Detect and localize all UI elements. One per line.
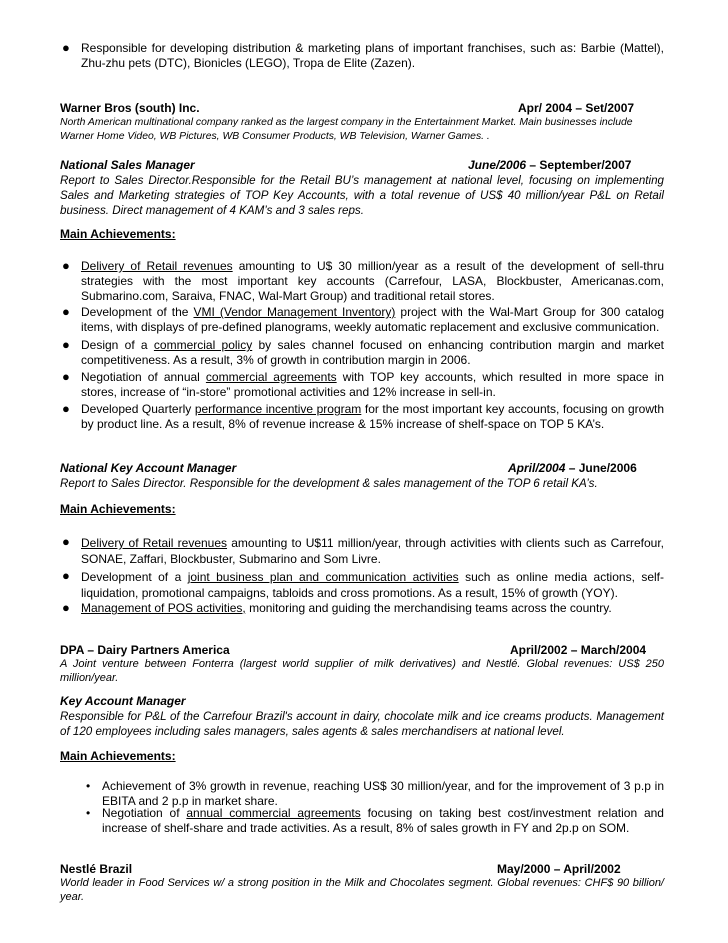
- achievement-pre: Development of the: [81, 305, 194, 319]
- nsm-achievement-5: [81, 402, 664, 432]
- nsm-title-line: [60, 158, 664, 173]
- bullet-icon: ●: [62, 568, 70, 583]
- warner-company-line: [60, 101, 664, 116]
- bullet-icon: ●: [62, 369, 70, 384]
- nsm-period: [468, 158, 631, 173]
- achievement-text: focusing on taking best cost/investment relation and increase of shelf-share and trade activities. As a result, 8% of sales growth in FY and 2p.p on SOM.: [102, 806, 664, 835]
- dpa-company-name: DPA – Dairy Partners America: [60, 643, 230, 657]
- warner-period: Apr/ 2004 – Set/2007: [518, 101, 635, 115]
- achievement-link: Management of POS activities,: [81, 601, 246, 615]
- nestle-description: World leader in Food Services w/ a strong position in the Milk and Chocolates segment. Global revenues: CHF$ 90 billion/ year.: [60, 877, 664, 903]
- bullet-icon: •: [86, 806, 91, 820]
- bullet-icon: ●: [62, 600, 70, 615]
- dpa-achievement-2: [102, 806, 664, 836]
- nsm-achievement-3: [81, 338, 664, 368]
- achievement-text: for the most important key accounts, focusing on growth by product line. As a result, 8% of revenue increase & 15% increase of shelf-space on TOP 5 KA’s.: [81, 402, 664, 431]
- achievement-pre: Development of a: [81, 570, 188, 584]
- nsm-period-start: June/2006: [468, 158, 527, 172]
- nsm-title: National Sales Manager: [60, 158, 195, 172]
- nsm-description: Report to Sales Director.Responsible for the Retail BU’s management at national level, focusing on implementing Sales and Marketing strategies of TOP Key Accounts, with a total revenue of US$ 40 million/year P&L on Retail business. Direct management of 4 KAM’s and 3 sales reps.: [60, 174, 664, 217]
- achievement-text: such as online media actions, self-liquidation, promotional campaigns, tabloids and cross promotions. As a result, 15% of growth (YOY).: [81, 570, 665, 600]
- achievement-link: Delivery of Retail revenues: [81, 536, 228, 550]
- nkam-achievement-1: [81, 535, 664, 567]
- warner-company-name: Warner Bros (south) Inc.: [60, 101, 200, 115]
- nestle-company-line: [60, 862, 664, 877]
- achievement-link: commercial agreements: [205, 370, 337, 384]
- nkam-achievement-3: [81, 601, 664, 616]
- bullet-icon: •: [86, 779, 91, 793]
- warner-description: North American multinational company ranked as the largest company in the Entertainment Market. Main businesses include Warner Home Video, WB Pictures, WB Consumer Products, WB Television, Warner Games. .: [60, 117, 633, 142]
- dpa-kam-title: Key Account Manager: [60, 694, 186, 708]
- nsm-achievement-2: [81, 305, 664, 335]
- achievement-link: Delivery of Retail revenues: [81, 259, 233, 273]
- nsm-achievement-4: [81, 370, 664, 400]
- dpa-kam-description: Responsible for P&L of the Carrefour Brazil's account in dairy, chocolate milk and ice creams products. Management of 120 employees including sales managers, sales agents & sales merchandisers at national level.: [60, 710, 664, 738]
- achievement-text: by sales channel focused on enhancing contribution margin and market competitiveness. As a result, 3% of growth in contribution margin in 2006.: [81, 338, 664, 367]
- nsm-achievements-heading: Main Achievements:: [60, 227, 176, 241]
- nkam-period-end: – June/2006: [565, 461, 637, 475]
- intro-bullet-text: Responsible for developing distribution & marketing plans of important franchises, such as: Barbie (Mattel), Zhu-zhu pets (DTC), Bionicles (LEGO), Tropa de Elite (Zazen).: [81, 41, 664, 70]
- nsm-period-end: – September/2007: [526, 158, 632, 172]
- nkam-description: Report to Sales Director. Responsible for the development & sales management of the TOP 6 retail KA’s.: [60, 477, 598, 490]
- achievement-link: joint business plan and communication activities: [187, 570, 459, 584]
- achievement-link: VMI (Vendor Management Inventory): [193, 305, 396, 319]
- nkam-period-start: April/2004: [508, 461, 566, 475]
- bullet-icon: ●: [62, 534, 70, 549]
- achievement-pre: Developed Quarterly: [81, 402, 195, 416]
- achievement-link: performance incentive program: [194, 402, 362, 416]
- nkam-period: [508, 461, 637, 476]
- nsm-achievement-1: [81, 259, 664, 304]
- achievement-link: commercial policy: [153, 338, 253, 352]
- nestle-period: May/2000 – April/2002: [497, 862, 621, 876]
- bullet-icon: ●: [62, 258, 70, 273]
- dpa-achievements-heading: Main Achievements:: [60, 749, 176, 763]
- achievement-text: Achievement of 3% growth in revenue, reaching US$ 30 million/year, and for the improvement of 3 p.p in EBITA and 2 p.p in market share.: [102, 779, 664, 808]
- bullet-icon: ●: [62, 40, 70, 55]
- achievement-pre: Design of a: [81, 338, 154, 352]
- dpa-period: April/2002 – March/2004: [510, 643, 647, 657]
- nkam-achievements-heading: Main Achievements:: [60, 502, 176, 516]
- achievement-text: amounting to U$ 30 million/year as a result of the development of sell-thru strategies with the most important key accounts (Carrefour, LASA, Blockbuster, Americanas.com, Submarino.com, Saraiva, FNAC, Wal-Mart Group) and traditional retail stores.: [81, 259, 664, 303]
- dpa-company-line: [60, 643, 664, 658]
- bullet-icon: ●: [62, 304, 70, 319]
- achievement-pre: Negotiation of annual: [81, 370, 206, 384]
- nestle-company-name: Nestlé Brazil: [60, 862, 133, 876]
- achievement-text: with TOP key accounts, which resulted in more space in stores, increase of “in-store” promotional activities and 12% increase in sell-in.: [81, 370, 664, 399]
- dpa-achievement-1: [102, 779, 664, 809]
- achievement-text: monitoring and guiding the merchandising teams across the country.: [245, 601, 612, 615]
- bullet-icon: ●: [62, 401, 70, 416]
- nkam-title-line: [60, 461, 664, 476]
- achievement-link: annual commercial agreements: [186, 806, 361, 820]
- achievement-text: amounting to U$11 million/year, through activities with clients such as Carrefour, SONAE, Zaffari, Blockbuster, Submarino and Som Livre.: [81, 536, 664, 566]
- nkam-title: National Key Account Manager: [60, 461, 237, 475]
- dpa-description: A Joint venture between Fonterra (largest world supplier of milk derivatives) and Nestlé. Global revenues: US$ 250 million/year.: [60, 658, 664, 684]
- achievement-text: project with the Wal-Mart Group for 300 catalog items, with displays of pre-defined planograms, weekly automatic replacement and exclusive communication.: [81, 305, 665, 334]
- bullet-icon: ●: [62, 337, 70, 352]
- achievement-pre: Negotiation of: [102, 806, 187, 820]
- nkam-achievement-2: [81, 569, 664, 601]
